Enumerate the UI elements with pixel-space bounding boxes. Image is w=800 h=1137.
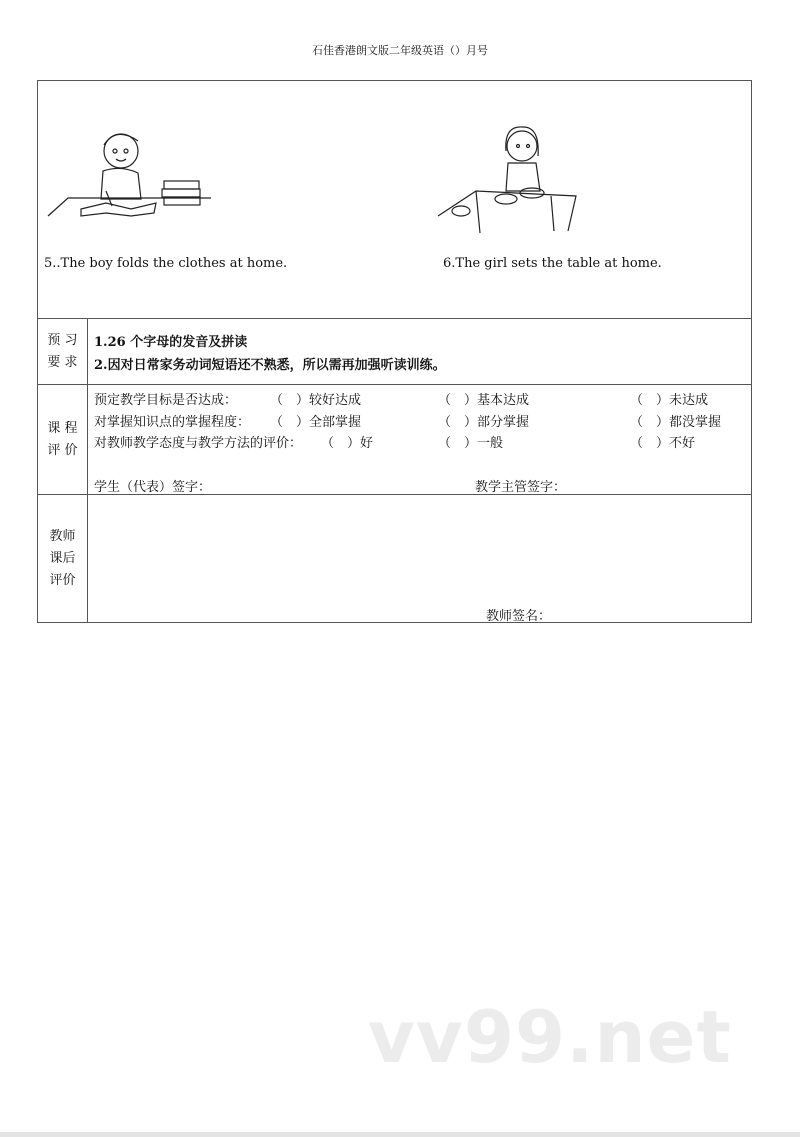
student-signature-label: 学生（代表）签字： — [94, 480, 212, 495]
boy-writing-illustration — [46, 121, 216, 221]
eval-option[interactable]: （ ）全部掌握 — [270, 415, 362, 430]
eval-option[interactable]: （ ）好 — [321, 436, 374, 451]
page-bottom-edge — [0, 1132, 800, 1137]
preview-item-2: 2.因对日常家务动词短语还不熟悉，所以需再加强听读训练。 — [94, 358, 446, 373]
evaluation-content — [88, 385, 751, 494]
eval-option[interactable]: （ ）部分掌握 — [438, 415, 530, 430]
teacher-review-row — [38, 494, 751, 622]
eval-option[interactable]: （ ）基本达成 — [438, 393, 530, 408]
label-line: 要 求 — [47, 354, 78, 370]
preview-row — [38, 318, 751, 384]
supervisor-signature-label: 教学主管签字： — [475, 480, 567, 495]
teacher-review-content — [88, 495, 751, 622]
preview-content — [88, 319, 751, 384]
label-line: 预 习 — [47, 332, 78, 348]
evaluation-label — [38, 385, 88, 494]
label-line: 评 价 — [47, 442, 78, 458]
label-line: 评价 — [49, 572, 76, 588]
watermark: vv99.net — [368, 995, 732, 1079]
teacher-review-label — [38, 495, 88, 622]
evaluation-row — [38, 384, 751, 494]
label-line: 教师 — [49, 528, 76, 544]
eval-option[interactable]: （ ）不好 — [630, 436, 696, 451]
girl-setting-table-illustration — [436, 121, 586, 241]
teacher-signature-label: 教师签名： — [486, 609, 552, 624]
eval-option[interactable]: （ ）未达成 — [630, 393, 709, 408]
caption-6: 6.The girl sets the table at home. — [443, 256, 662, 271]
eval-option[interactable]: （ ）都没掌握 — [630, 415, 722, 430]
pictures-row — [38, 81, 751, 318]
caption-5: 5..The boy folds the clothes at home. — [44, 256, 288, 271]
document-title: 石佳香港朗文版二年级英语（）月号 — [312, 44, 488, 57]
lesson-table — [37, 80, 752, 623]
eval-option[interactable]: （ ）较好达成 — [270, 393, 362, 408]
label-line: 课后 — [49, 550, 76, 566]
eval-question-1: 预定教学目标是否达成： — [94, 393, 238, 408]
eval-question-3: 对教师教学态度与教学方法的评价： — [94, 436, 303, 451]
eval-question-2: 对掌握知识点的掌握程度： — [94, 415, 251, 430]
label-line: 课 程 — [47, 420, 78, 436]
preview-item-1: 1.26 个字母的发音及拼读 — [94, 335, 248, 350]
eval-option[interactable]: （ ）一般 — [438, 436, 504, 451]
preview-label — [38, 319, 88, 384]
